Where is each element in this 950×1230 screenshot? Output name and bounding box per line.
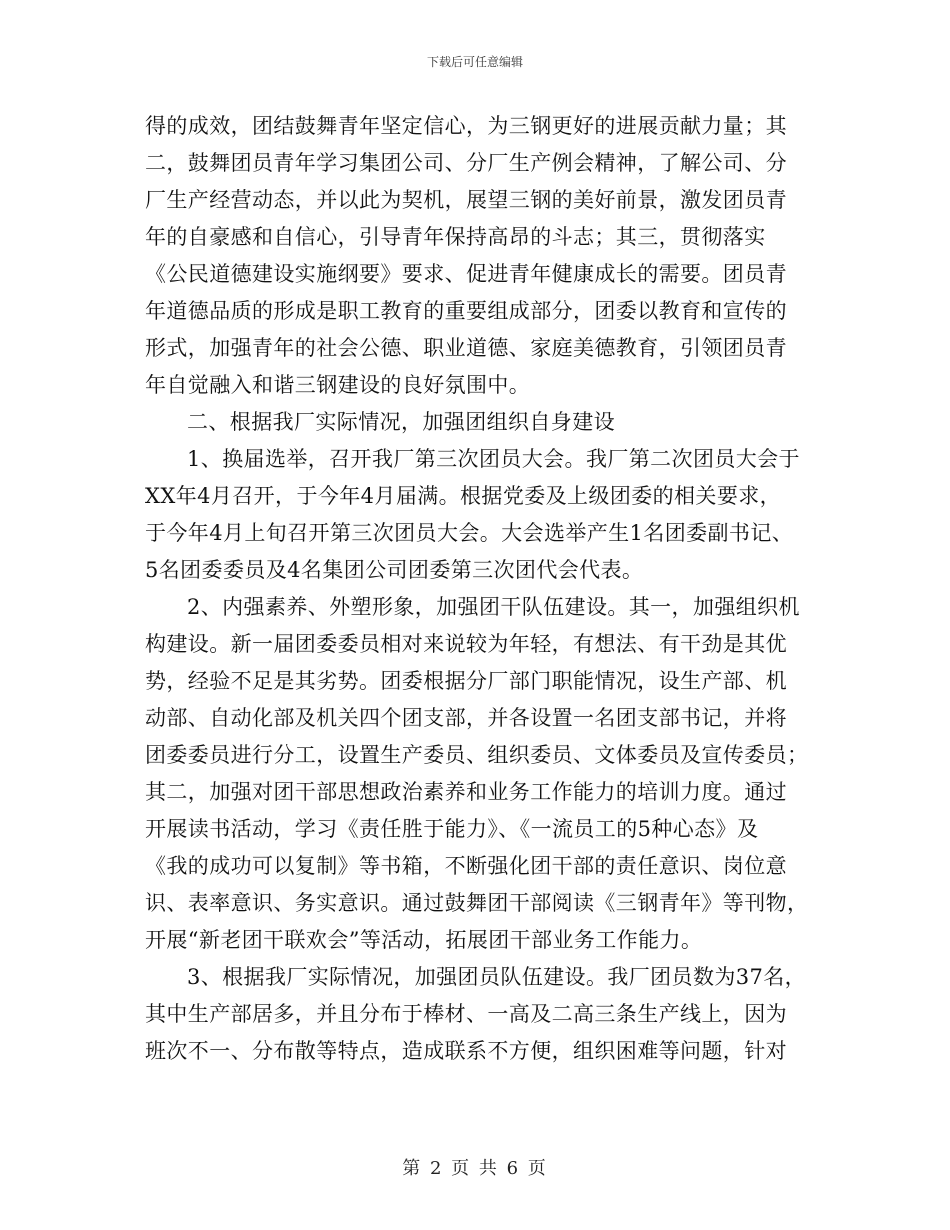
body-line: 5名团委委员及4名集团公司团委第三次团代会代表。 <box>145 558 644 582</box>
body-line: 动部、自动化部及机关四个团支部，并各设置一名团支部书记，并将 <box>145 706 787 730</box>
body-line: 得的成效，团结鼓舞青年坚定信心，为三钢更好的进展贡献力量；其 <box>145 114 787 138</box>
body-line: 势，经验不足是其劣势。团委根据分厂部门职能情况，设生产部、机 <box>145 669 787 693</box>
page-header: 下载后可任意编辑 <box>426 55 523 69</box>
body-line: 班次不一、分布散等特点，造成联系不方便，组织困难等问题，针对 <box>145 1039 787 1063</box>
body-line: 《我的成功可以复制》等书箱，不断强化团干部的责任意识、岗位意 <box>145 854 787 878</box>
page-number-footer: 第 2 页 共 6 页 <box>402 1158 548 1179</box>
body-line: 年道德品质的形成是职工教育的重要组成部分，团委以教育和宣传的 <box>145 299 787 323</box>
body-line: 开展读书活动，学习《责任胜于能力》、《一流员工的5种心态》及 <box>145 817 759 841</box>
body-line: 团委委员进行分工，设置生产委员、组织委员、文体委员及宣传委员； <box>145 743 809 767</box>
body-line: 其二，加强对团干部思想政治素养和业务工作能力的培训力度。通过 <box>145 780 787 804</box>
body-line: 年的自豪感和自信心，引导青年保持高昂的斗志；其三，贯彻落实 <box>145 225 766 249</box>
body-line: 形式，加强青年的社会公德、职业道德、家庭美德教育，引领团员青 <box>145 336 787 360</box>
section-heading: 二、根据我厂实际情况，加强团组织自身建设 <box>187 410 615 434</box>
body-line: 3、根据我厂实际情况，加强团员队伍建设。我厂团员数为37名， <box>187 965 807 989</box>
body-line: 其中生产部居多，并且分布于棒材、一高及二高三条生产线上，因为 <box>145 1002 787 1026</box>
body-line: 2、内强素养、外塑形象，加强团干队伍建设。其一，加强组织机 <box>187 595 800 619</box>
document-body <box>145 108 809 1070</box>
body-line: 于今年4月上旬召开第三次团员大会。大会选举产生1名团委副书记、 <box>145 521 794 545</box>
body-line: 厂生产经营动态，并以此为契机，展望三钢的美好前景，激发团员青 <box>145 188 787 212</box>
body-line: 识、表率意识、务实意识。通过鼓舞团干部阅读《三钢青年》等刊物， <box>145 891 809 915</box>
body-line: 1、换届选举，召开我厂第三次团员大会。我厂第二次团员大会于 <box>187 447 800 471</box>
body-line: XX年4月召开，于今年4月届满。根据党委及上级团委的相关要求， <box>145 484 782 508</box>
body-line: 年自觉融入和谐三钢建设的良好氛围中。 <box>145 373 531 397</box>
body-line: 《公民道德建设实施纲要》要求、促进青年健康成长的需要。团员青 <box>145 262 787 286</box>
body-line: 二，鼓舞团员青年学习集团公司、分厂生产例会精神，了解公司、分 <box>145 151 787 175</box>
body-line: 构建设。新一届团委委员相对来说较为年轻，有想法、有干劲是其优 <box>145 632 787 656</box>
body-line: 开展“新老团干联欢会”等活动，拓展团干部业务工作能力。 <box>145 928 703 952</box>
